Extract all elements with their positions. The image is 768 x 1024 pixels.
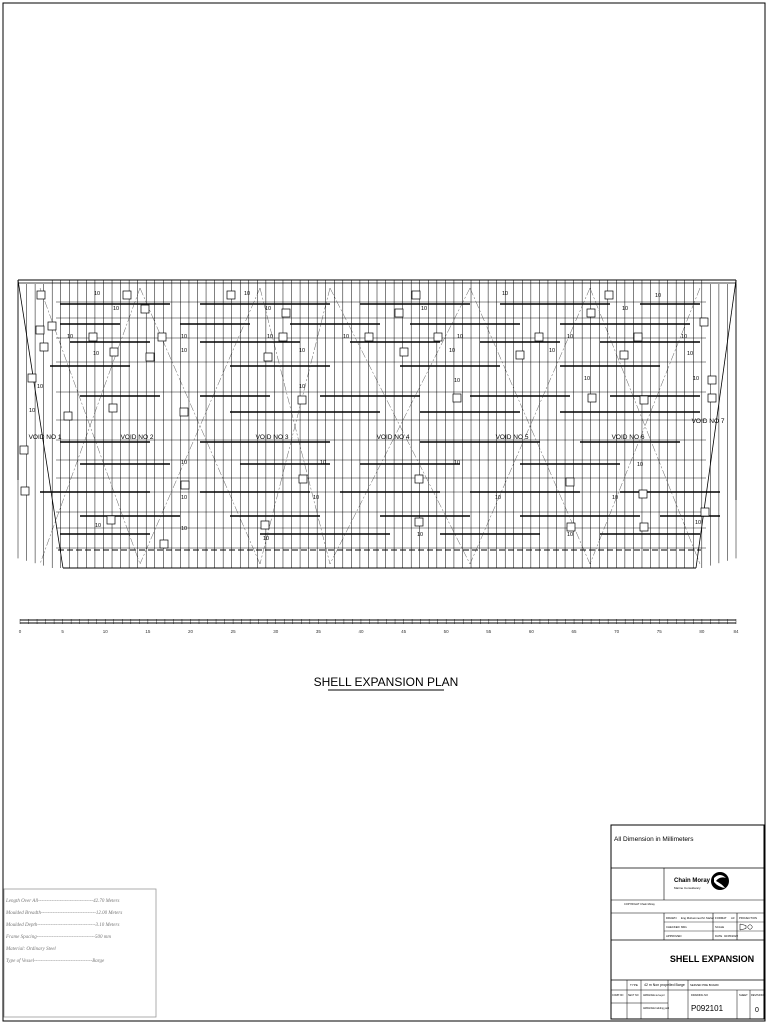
format-label: FORMAT [715,916,727,920]
thickness-label: 10 [94,523,102,529]
plate-mark-box [48,322,56,330]
sheet-label: SHEET [739,994,748,997]
scale-label: 15 [145,629,151,634]
void-label: VOID NO 3 [255,434,289,441]
thickness-label: 10 [264,306,272,312]
plate-mark-box [535,333,543,341]
scale-label: 84 [733,629,739,634]
thickness-label: 10 [448,348,456,354]
plate-mark-box [158,333,166,341]
thickness-label: 10 [494,495,502,501]
thickness-label: 10 [654,293,662,299]
plate-mark-box [567,523,575,531]
plate-mark-box [415,475,423,483]
plate-mark-box [299,475,307,483]
plate-mark-box [37,291,45,299]
plate-mark-box [160,540,168,548]
type-value: 42 m Non propelled Barge [644,983,685,987]
company-logo-icon [711,872,729,890]
plate-mark-box [708,376,716,384]
drawing-title: SHELL EXPANSION PLAN [313,675,459,689]
plate-mark-box [415,518,423,526]
thickness-label: 10 [694,520,702,526]
plate-mark-box [36,326,44,334]
thickness-label: 10 [420,306,428,312]
plate-mark-box [282,309,290,317]
shell-expansion-plan [18,280,736,568]
frame-scale [19,619,739,634]
thickness-label: 10 [692,376,700,382]
row-a: ARRANGE surveyor [643,994,665,997]
plate-mark-box [566,478,574,486]
thickness-label: 10 [566,334,574,340]
plate-mark-box [279,333,287,341]
checked-value: MRs [681,925,687,929]
thickness-label: 10 [583,376,591,382]
particular-depth: Moulded Depth-----------------------------------3.10 Meters [6,923,120,928]
projection-label: PROJECTION [739,916,758,920]
thickness-label: 10 [266,334,274,340]
scale-label: 45 [401,629,407,634]
scale-label: 25 [230,629,236,634]
thickness-label: 10 [453,460,461,466]
particular-loa: Length Over All---------------------------------42.70 Meters [6,899,120,904]
scale-label: 65 [571,629,577,634]
plate-mark-box [227,291,235,299]
void-label: VOID NO 7 [691,418,725,425]
plate-mark-box [588,394,596,402]
dimension-note: All Dimension in Millimeters [614,836,694,843]
thickness-label: 10 [28,408,36,414]
scale-label: 80 [699,629,705,634]
plate-mark-box [700,318,708,326]
plate-mark-box [40,343,48,351]
scale-label: 40 [358,629,364,634]
drawn-label: DRAWN [666,916,677,920]
company-subtitle: Marine Consultancy [674,886,701,890]
plate-mark-box [109,404,117,412]
plate-mark-box [605,291,613,299]
plate-mark-box [701,508,709,516]
thickness-label: 10 [456,334,464,340]
thickness-label: 10 [680,334,688,340]
plate-mark-box [181,481,189,489]
thickness-label: 10 [298,384,306,390]
title-block-drawing-title: SHELL EXPANSION [669,954,755,964]
date-value: 02/05/2022 [724,934,738,938]
thickness-label: 10 [180,348,188,354]
comp-no-label: COMP NO [612,994,624,997]
thickness-label: 10 [92,351,100,357]
scale-label: 20 [187,629,193,634]
plate-mark-box [453,394,461,402]
thickness-label: 10 [93,291,101,297]
plate-mark-box [21,487,29,495]
void-label: VOID NO 5 [495,434,529,441]
plate-mark-box [639,490,647,498]
scale-label: 0 [18,629,22,634]
particulars-box [4,889,156,1017]
plate-mark-box [146,353,154,361]
plate-mark-box [20,446,28,454]
drawing-no-label: DRAWING NO [691,994,709,997]
projection-symbol-icon [740,924,752,930]
thickness-label: 10 [180,495,188,501]
plate-mark-box [640,523,648,531]
void-label: VOID NO 1 [28,434,62,441]
plate-mark-box [89,333,97,341]
plate-mark-box [110,348,118,356]
company-name: Chain Moray [674,878,711,884]
scale-label: 10 [102,629,108,634]
plate-mark-box [395,309,403,317]
thickness-label: 10 [548,348,556,354]
thickness-label: 10 [686,351,694,357]
scale-label: SCALE [715,925,725,929]
thickness-label: 10 [621,306,629,312]
particular-breadth: Moulded Breadth---------------------------------12.00 Meters [6,911,123,916]
plate-mark-box [261,521,269,529]
thickness-label: 10 [243,291,251,297]
date-label: DATE [715,934,723,938]
scale-label: 35 [315,629,321,634]
plate-mark-box [365,333,373,341]
checked-label: CHECKED [666,925,680,929]
thickness-label: 10 [112,306,120,312]
row-b: ARRANGE building yard [643,1007,670,1010]
thickness-label: 10 [319,460,327,466]
scale-label: 75 [656,629,662,634]
plate-mark-box [264,353,272,361]
plate-mark-box [412,291,420,299]
plate-mark-box [298,396,306,404]
thickness-label: 10 [298,348,306,354]
scale-label: 5 [61,629,64,634]
particular-vessel-type: Type of Vessel-----------------------------------Barge [6,959,105,964]
plate-mark-box [516,351,524,359]
particular-material: Material: Ordinary Steel [6,947,56,952]
thickness-label: 10 [180,460,188,466]
plate-mark-box [620,351,628,359]
void-label: VOID NO 6 [611,434,645,441]
thickness-label: 10 [453,378,461,384]
plate-mark-box [587,309,595,317]
thickness-label: 10 [180,334,188,340]
plate-mark-box [28,374,36,382]
drawing-no: P092101 [691,1004,724,1013]
thickness-label: 10 [36,384,44,390]
thickness-label: 10 [262,536,270,542]
format-value: A3 [731,916,735,920]
thickness-label: 10 [66,334,74,340]
scale-label: 30 [273,629,279,634]
served-label: SERVED PRE BOARD [690,983,719,987]
copyright-text: COPYRIGHT Chain Moray [624,903,655,906]
drawn-value: Eng Mohammed M. Maher [681,916,715,920]
thickness-label: 10 [636,462,644,468]
particular-frame-spacing: Frame Spacing-----------------------------------500 mm [6,935,111,940]
scale-label: 70 [614,629,620,634]
plate-mark-box [107,516,115,524]
type-label: TYPE [630,983,638,987]
plate-mark-box [640,396,648,404]
revision-value: 0 [755,1007,759,1014]
scale-label: 55 [486,629,492,634]
sect-no-label: SECT NO [628,994,639,997]
title-block [611,825,764,1019]
plate-mark-box [180,408,188,416]
thickness-label: 10 [342,334,350,340]
thickness-label: 10 [566,532,574,538]
plate-mark-box [400,348,408,356]
thickness-label: 10 [312,495,320,501]
thickness-label: 10 [501,291,509,297]
thickness-label: 10 [180,526,188,532]
plate-mark-box [141,305,149,313]
void-label: VOID NO 2 [120,434,154,441]
approved-label: APPROVED [666,934,682,938]
plate-mark-box [123,291,131,299]
thickness-label: 10 [416,532,424,538]
plate-mark-box [634,333,642,341]
plate-mark-box [708,394,716,402]
plate-mark-box [64,412,72,420]
plate-mark-box [434,333,442,341]
void-label: VOID NO 4 [376,434,410,441]
scale-label: 50 [443,629,449,634]
revision-label: REVISION [751,994,764,997]
scale-label: 60 [528,629,534,634]
thickness-label: 10 [611,495,619,501]
